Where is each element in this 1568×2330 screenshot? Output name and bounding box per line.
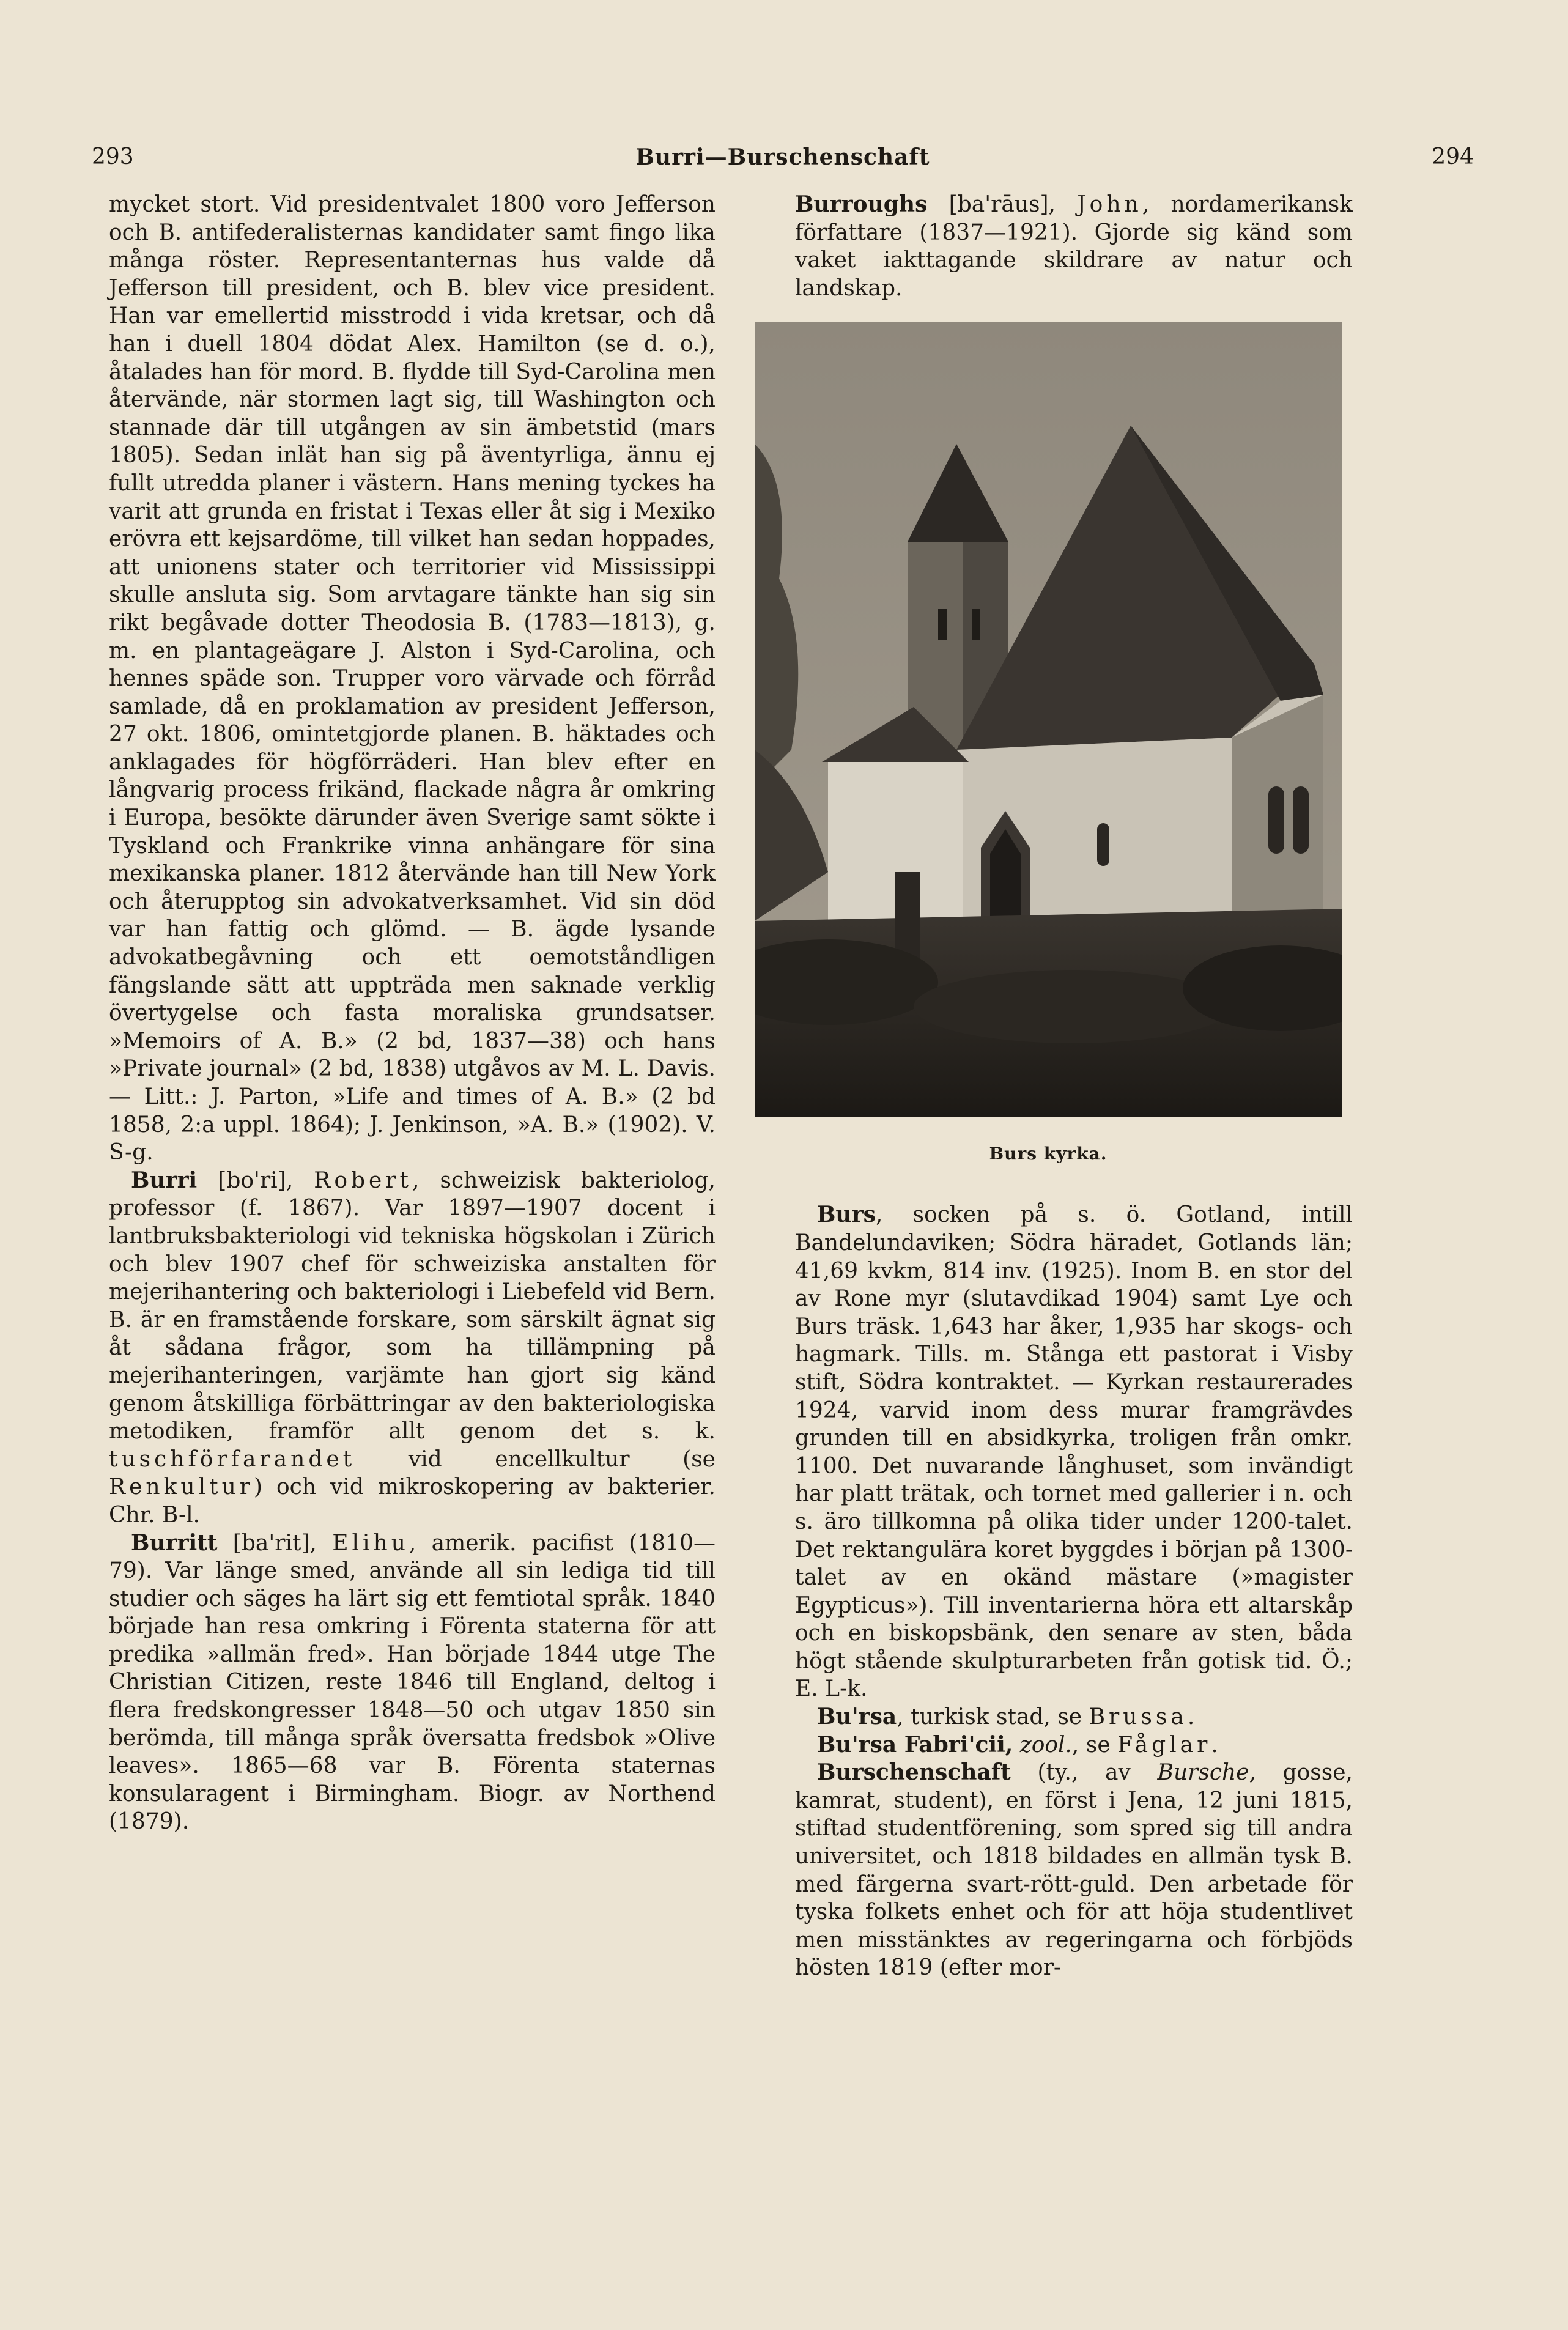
word-bursche: Bursche	[1157, 1760, 1249, 1786]
entry-bursa-fabricii	[795, 1731, 1353, 1759]
ref-faglar: Fåglar	[1117, 1732, 1211, 1758]
pron-burritt: [ba'rit],	[217, 1530, 333, 1556]
entry-burs	[795, 1201, 1353, 1703]
entry-burschenschaft	[795, 1759, 1353, 1982]
text-burroughs: , nordamerikansk författare (1837—1921). Gjorde sig känd som vaket iakttagande skildrare av natur och landskap.	[795, 192, 1353, 301]
entry-bursa	[795, 1703, 1353, 1731]
entry-burri	[109, 1167, 716, 1529]
figure-caption: Burs kyrka.	[989, 1144, 1108, 1164]
entry-burroughs	[795, 191, 1353, 302]
pron-burri: [bo'ri],	[197, 1167, 314, 1193]
headword-bursa: Bu'rsa	[817, 1704, 897, 1730]
end-bursa-fabricii: .	[1211, 1732, 1218, 1758]
page-header	[92, 144, 1474, 181]
church-illustration	[755, 322, 1342, 1117]
right-column-lower	[795, 1201, 1353, 1982]
headword-burschenschaft: Burschenschaft	[817, 1759, 1011, 1786]
headword-burs: Burs	[817, 1202, 876, 1228]
text-burritt: , amerik. pacifist (1810—79). Var länge smed, använde all sin lediga tid till studier och säges ha lärt sig ett femtiotal språk. 1840 började han resa omkring i Förenta staterna för att predika »allmän fred». Han började 1844 utge The Christian Citizen, reste 1846 till England, deltog i flera fredskongresser 1848—50 och utgav 1850 sin berömda, till många språk översatta fredsbok »Olive leaves». 1865—68 var B. Förenta staternas konsularagent i Birmingham. Biogr. av Northend (1879).	[109, 1530, 716, 1835]
right-column	[795, 191, 1353, 1982]
text-burri-2: vid encellkultur (se	[355, 1446, 716, 1472]
given-name-burritt: Elihu	[332, 1530, 409, 1556]
text-burschenschaft-1: (ty., av	[1010, 1760, 1158, 1786]
headword-bursa-fabricii: Bu'rsa Fabri'cii,	[817, 1731, 1013, 1758]
term-tuschforfarandet: tuschförfarandet	[109, 1446, 356, 1472]
text-bursa-fabricii: , se	[1072, 1732, 1118, 1758]
page-number-left: 293	[92, 144, 134, 169]
text-burs: , socken på s. ö. Gotland, intill Bandelundaviken; Södra häradet, Gotlands län; 41,69 kvkm, 814 inv. (1925). Inom B. en stor del av Rone myr (slutavdikad 1904) samt Lye och Burs träsk. 1,643 har åker, 1,935 har skogs- och hagmark. Tills. m. Stånga ett pastorat i Visby stift, Södra kontraktet. — Kyrkan restaurerades 1924, varvid inom dess murar framgrävdes grunden till en absidkyrka, troligen från omkr. 1100. Det nuvarande långhuset, som invändigt har platt trätak, och tornet med gallerier i n. och s. äro tillkomna på olika tider under 1200-talet. Det rektangulära koret byggdes i början på 1300-talet av en okänd mästare (»magister Egypticus»). Till inventarierna höra ett altarskåp och en biskopsbänk, den senare av sten, båda högt stående skulpturarbeten från gotisk tid. Ö.; E. L-k.	[795, 1202, 1353, 1702]
church-photograph	[755, 322, 1342, 1117]
headword-burri: Burri	[131, 1167, 198, 1193]
entry-burritt	[109, 1529, 716, 1836]
page-number-right: 294	[1432, 144, 1474, 169]
text-bursa: , turkisk stad, se	[897, 1704, 1089, 1730]
text-burschenschaft-2: , gosse, kamrat, student), en först i Jena, 12 juni 1815, stiftad studentförening, som spred sig till andra universitet, och 1818 bildades en allmän tysk B. med färgerna svart-rött-guld. Den arbetade för tyska folkets enhet och för att höja studentlivet men misstänktes av regeringarna och förbjöds hösten 1819 (efter mor-	[795, 1760, 1353, 1981]
text-burri-1: , schweizisk bakteriolog, professor (f. 1867). Var 1897—1907 docent i lantbruksbakteriologi vid tekniska högskolan i Zürich och blev 1907 chef för schweiziska anstalten för mejerihantering och bakteriologi i Liebefeld vid Bern. B. är en framstående forskare, som särskilt ägnat sig åt sådana frågor, som ha tillämpning på mejerihanteringen, varjämte han gjort sig känd genom åtskilliga förbättringar av den bakteriologiska metodiken, framför allt genom det s. k.	[109, 1167, 716, 1444]
given-name-burri: Robert	[314, 1167, 413, 1193]
ref-renkultur: Renkultur	[109, 1474, 254, 1500]
headword-burroughs: Burroughs	[795, 191, 928, 217]
entry-burr-continued: mycket stort. Vid presidentvalet 1800 voro Jefferson och B. antifederalisternas kandidater samt fingo lika många röster. Representanternas hus valde då Jefferson till president, och B. blev vice president. Han var emellertid misstrodd i vida kretsar, och då han i duell 1804 dödat Alex. Hamilton (se d. o.), åtalades han för mord. B. flydde till Syd-Carolina men återvände, när stormen lagt sig, till Washington och stannade där till utgången av sin ämbetstid (mars 1805). Sedan inlät han sig på äventyrliga, ännu ej fullt utredda planer i västern. Hans mening tyckes ha varit att grunda en fristat i Texas eller åt sig i Mexiko erövra ett kejsardöme, till vilket han sedan hoppades, att unionens stater och territorier vid Mississippi skulle ansluta sig. Som arvtagare tänkte han sig sin rikt begåvade dotter Theodosia B. (1783—1813), g. m. en plantageägare J. Alston i Syd-Carolina, och hennes späde son. Trupper voro värvade och förråd samlade, då en proklamation av president Jefferson, 27 okt. 1806, omintetgjorde planen. B. häktades och anklagades för högförräderi. Han blev efter en långvarig process frikänd, flackade några år omkring i Europa, besökte därunder även Sverige samt sökte i Tyskland och Frankrike vinna anhängare för sina mexikanska planer. 1812 återvände han till New York och återupptog sin advokatverksamhet. Vid sin död var han fattig och glömd. — B. ägde lysande advokatbegåvning och ett oemotståndligen fängslande sätt att uppträda men saknade verklig övertygelse och fasta moraliska grundsatser. »Memoirs of A. B.» (2 bd, 1837—38) och hans »Private journal» (2 bd, 1838) utgåvos av M. L. Davis. — Litt.: J. Parton, »Life and times of A. B.» (2 bd 1858, 2:a uppl. 1864); J. Jenkinson, »A. B.» (1902). V. S-g.	[109, 192, 716, 1166]
text-burri-3: ) och vid mikroskopering av bakterier. Chr. B-l.	[109, 1474, 716, 1528]
zool-label: zool.	[1013, 1732, 1072, 1758]
pron-burroughs: [ba'rāus],	[927, 192, 1078, 217]
ref-brussa: Brussa	[1089, 1704, 1188, 1730]
headword-burritt: Burritt	[131, 1529, 218, 1556]
end-bursa: .	[1187, 1704, 1195, 1730]
left-column	[109, 191, 716, 1836]
given-name-burroughs: John	[1077, 192, 1142, 217]
running-title: Burri—Burschenschaft	[635, 144, 930, 170]
church-figure	[755, 322, 1342, 1164]
